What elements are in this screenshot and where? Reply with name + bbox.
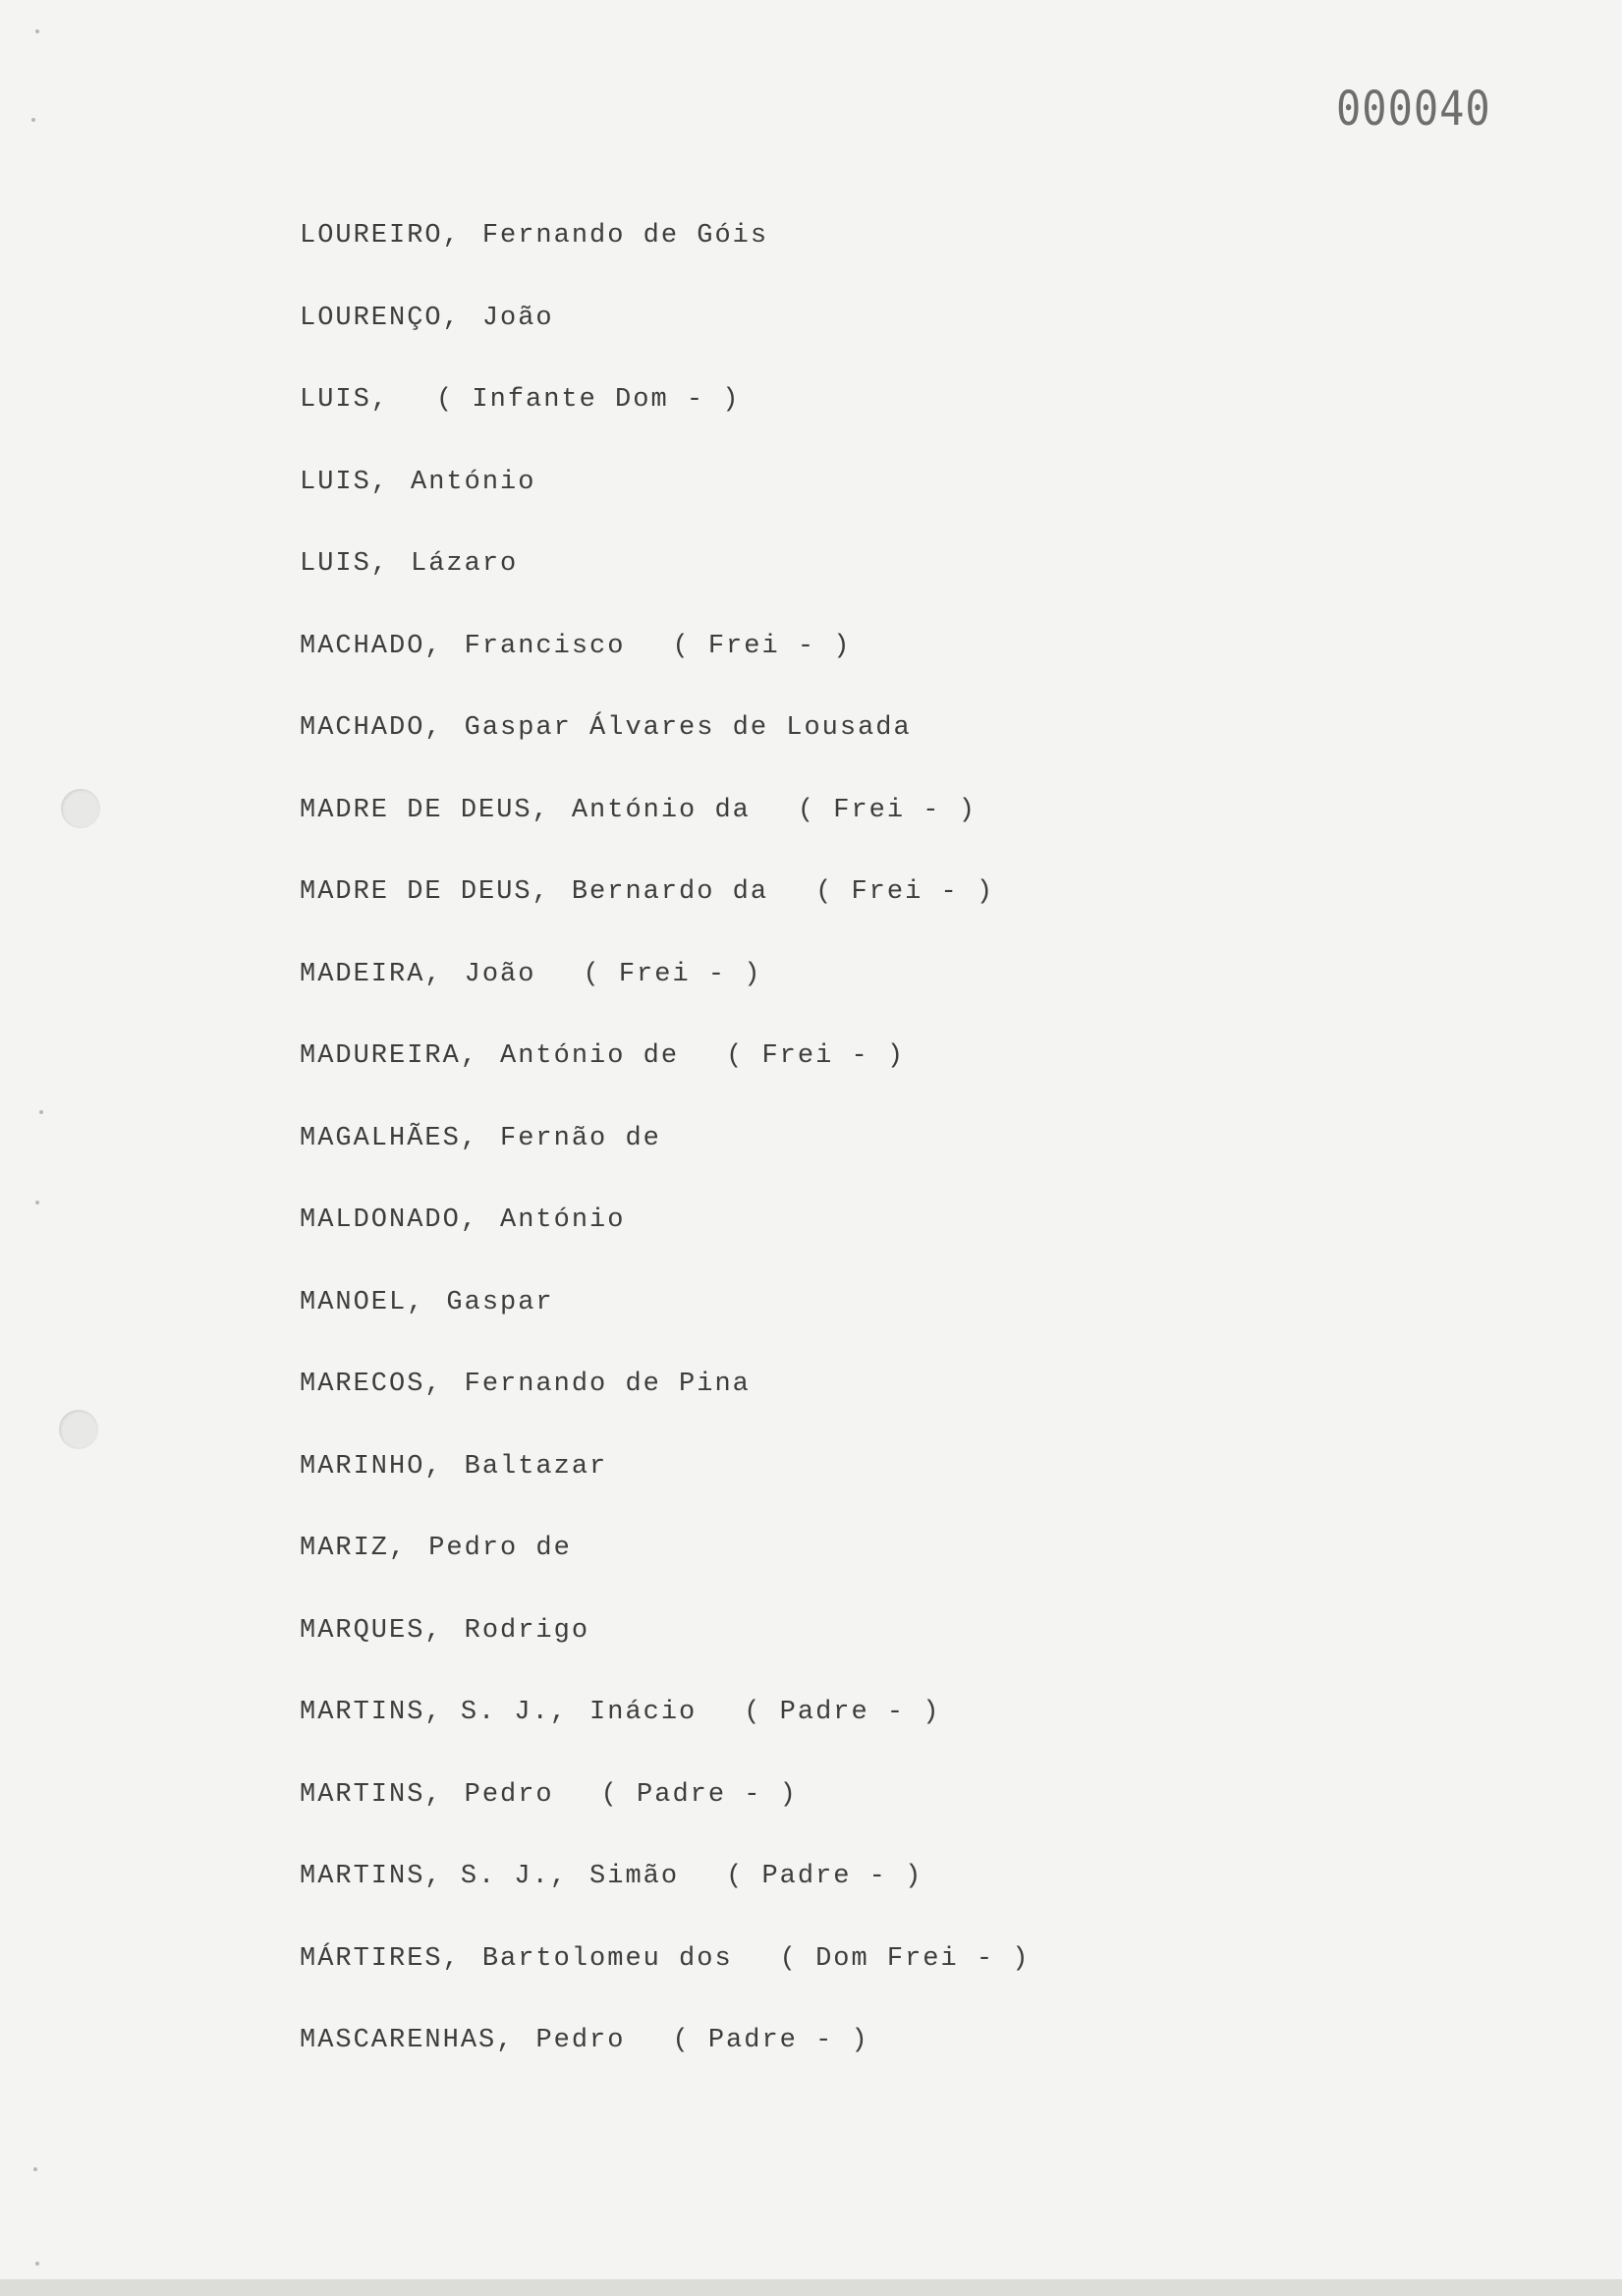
entry-surname: MARECOS,	[300, 1370, 443, 1399]
entry-surname: MACHADO,	[300, 713, 443, 743]
paper-speck	[39, 1110, 43, 1114]
entry-given-name: António	[500, 1205, 626, 1235]
index-entry	[300, 1445, 1479, 1528]
entry-surname: LOUREIRO,	[300, 221, 461, 251]
entry-given-name: Gaspar Álvares de Lousada	[464, 713, 912, 743]
entry-given-name: João	[481, 303, 554, 333]
entry-given-name: Simão	[589, 1862, 680, 1891]
entry-title: ( Padre - )	[672, 2026, 869, 2055]
index-entry	[300, 870, 1479, 953]
entry-title: ( Frei - )	[726, 1041, 906, 1071]
entry-surname: MANOEL,	[300, 1287, 425, 1317]
entry-title: ( Frei - )	[797, 795, 977, 825]
index-entry	[300, 461, 1479, 543]
paper-speck	[35, 2262, 39, 2266]
entry-title: ( Padre - )	[726, 1862, 923, 1891]
index-entry	[300, 1691, 1479, 1773]
entry-given-name: Bartolomeu dos	[481, 1943, 733, 1974]
index-entry	[300, 1855, 1479, 1937]
entry-given-name: Baltazar	[464, 1451, 608, 1482]
index-entry	[300, 2019, 1479, 2101]
entry-title: ( Frei - )	[815, 877, 995, 907]
entry-given-name: António da	[571, 795, 751, 825]
scan-edge	[0, 2279, 1622, 2296]
paper-speck	[33, 2167, 37, 2171]
index-entry	[300, 789, 1479, 871]
entry-title: ( Padre - )	[600, 1779, 798, 1810]
entry-surname: MACHADO,	[300, 631, 443, 661]
entry-given-name: Bernardo da	[571, 877, 769, 907]
index-entry	[300, 214, 1479, 297]
entry-given-name: Pedro	[535, 2026, 626, 2055]
index-entry	[300, 1609, 1479, 1692]
index-entry	[300, 953, 1479, 1036]
punch-hole	[59, 1410, 98, 1449]
entry-surname: MARTINS, S. J.,	[300, 1862, 569, 1891]
entry-surname: MÁRTIRES,	[300, 1943, 461, 1974]
entry-surname: MASCARENHAS,	[300, 2026, 515, 2055]
entry-given-name: António	[411, 467, 536, 497]
index-entry	[300, 1117, 1479, 1200]
entry-surname: MAGALHÃES,	[300, 1123, 479, 1153]
index-entry	[300, 1035, 1479, 1117]
entry-given-name: António de	[500, 1041, 680, 1071]
index-entry	[300, 1281, 1479, 1364]
entry-surname: MADEIRA,	[300, 959, 443, 989]
index-entry	[300, 1773, 1479, 1856]
paper-speck	[31, 118, 35, 122]
entry-surname: LOURENÇO,	[300, 303, 461, 333]
entry-surname: MADRE DE DEUS,	[300, 877, 550, 907]
entry-given-name: Lázaro	[411, 549, 519, 579]
punch-hole	[61, 789, 100, 828]
entry-title: ( Padre - )	[744, 1698, 941, 1727]
index-entry	[300, 378, 1479, 461]
entry-surname: MARTINS, S. J.,	[300, 1698, 569, 1727]
entry-surname: LUIS,	[300, 549, 390, 579]
index-entry	[300, 706, 1479, 789]
entry-title: ( Infante Dom - )	[436, 385, 741, 415]
entry-given-name: Inácio	[589, 1698, 698, 1727]
entry-given-name: Fernando de Góis	[481, 221, 769, 251]
entry-given-name: Fernão de	[500, 1123, 661, 1153]
index-entry	[300, 1199, 1479, 1281]
entry-title: ( Frei - )	[672, 631, 852, 661]
document-number: 000040	[1336, 81, 1491, 137]
entry-given-name: Rodrigo	[464, 1615, 590, 1646]
entry-surname: MARTINS,	[300, 1779, 443, 1810]
index-entry	[300, 625, 1479, 707]
entry-given-name: Gaspar	[446, 1287, 554, 1317]
index-entry	[300, 1363, 1479, 1445]
entry-surname: MARQUES,	[300, 1615, 443, 1646]
entry-given-name: Fernando de Pina	[464, 1370, 751, 1399]
entry-surname: MALDONADO,	[300, 1205, 479, 1235]
index-entry	[300, 542, 1479, 625]
entry-given-name: Pedro de	[428, 1534, 572, 1563]
index-entry	[300, 1937, 1479, 2020]
entry-surname: MADRE DE DEUS,	[300, 795, 550, 825]
paper-speck	[35, 1201, 39, 1204]
entry-surname: MARIZ,	[300, 1534, 408, 1563]
paper-speck	[35, 29, 39, 33]
index-entry	[300, 1527, 1479, 1609]
entry-surname: MADUREIRA,	[300, 1041, 479, 1071]
entry-title: ( Dom Frei - )	[779, 1943, 1031, 1974]
entry-given-name: Francisco	[464, 631, 626, 661]
entry-given-name: João	[464, 959, 536, 989]
entry-surname: LUIS,	[300, 385, 390, 415]
entry-surname: MARINHO,	[300, 1451, 443, 1482]
entry-given-name: Pedro	[464, 1779, 554, 1810]
entry-surname: LUIS,	[300, 467, 390, 497]
index-entry	[300, 297, 1479, 379]
entry-title: ( Frei - )	[583, 959, 762, 989]
name-index-list	[300, 214, 1479, 2101]
